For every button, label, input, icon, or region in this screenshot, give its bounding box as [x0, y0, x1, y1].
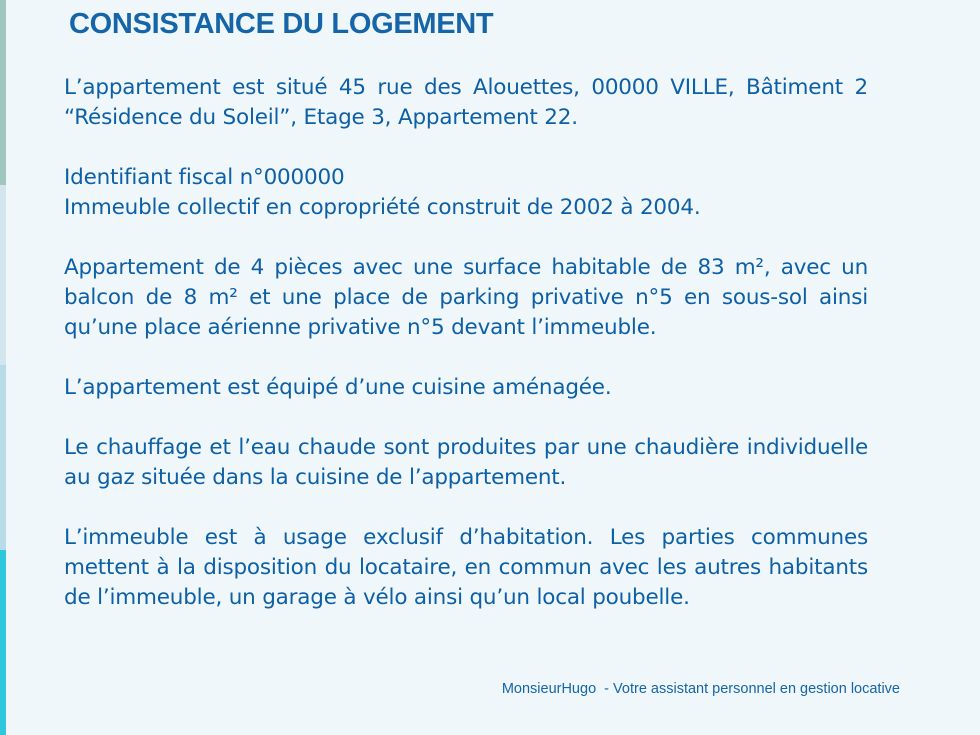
page-title: CONSISTANCE DU LOGEMENT [69, 8, 494, 40]
identification-paragraph [64, 163, 868, 223]
side-accent-strip [0, 550, 6, 735]
document-body [64, 73, 868, 613]
side-accent-strip [0, 185, 6, 365]
side-accent-strip [0, 0, 6, 185]
fiscal-id-line: Identifiant fiscal n°000000 [64, 165, 345, 190]
address-paragraph: L’appartement est situé 45 rue des Alouettes, 00000 VILLE, Bâtiment 2 “Résidence du Soleil”, Etage 3, Appartement 22. [64, 75, 868, 130]
kitchen-paragraph: L’appartement est équipé d’une cuisine aménagée. [64, 375, 612, 400]
building-line: Immeuble collectif en copropriété construit de 2002 à 2004. [64, 195, 701, 220]
footer-credit: MonsieurHugo - Votre assistant personnel en gestion locative [501, 681, 900, 697]
side-accent-strip [0, 365, 6, 550]
usage-paragraph: L’immeuble est à usage exclusif d’habitation. Les parties communes mettent à la disposition du locataire, en commun avec les autres habitants de l’immeuble, un garage à vélo ainsi qu’un local poubelle. [64, 525, 868, 610]
heating-paragraph: Le chauffage et l’eau chaude sont produites par une chaudière individuelle au gaz située dans la cuisine de l’appartement. [64, 435, 868, 490]
description-paragraph: Appartement de 4 pièces avec une surface habitable de 83 m², avec un balcon de 8 m² et une place de parking privative n°5 en sous-sol ainsi qu’une place aérienne privative n°5 devant l’immeuble. [64, 255, 868, 340]
